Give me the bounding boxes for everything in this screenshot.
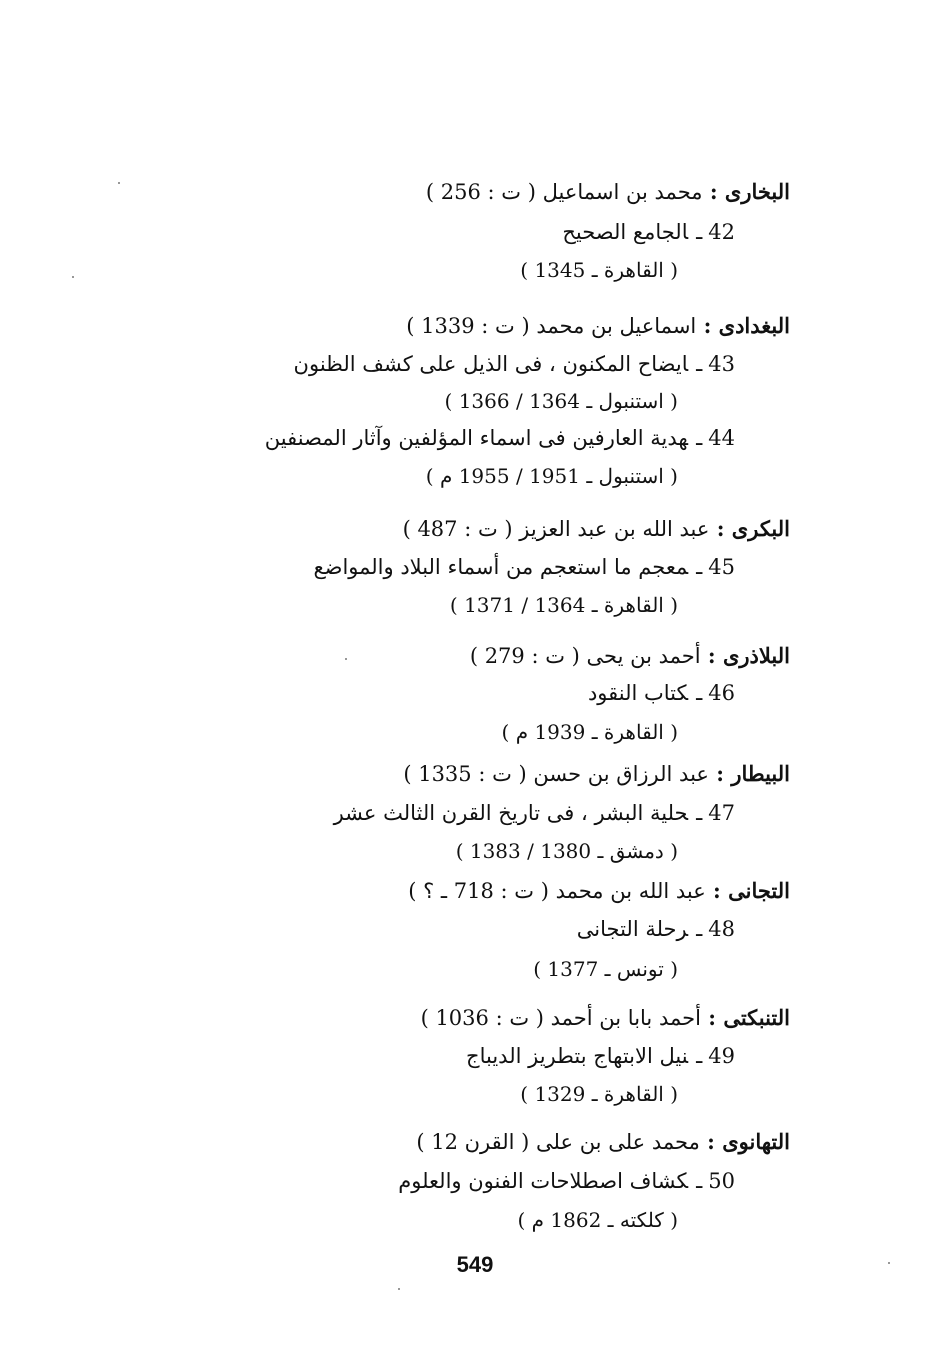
entry-number: 45 bbox=[708, 555, 735, 579]
author-name: التجانى bbox=[728, 878, 790, 903]
author-info: محمد على بن على ( القرن 12 ) bbox=[416, 1130, 700, 1154]
entry-number: 48 bbox=[708, 917, 735, 941]
book-entry: 49ـنيل الابتهاج بتطريز الديباج bbox=[466, 1044, 735, 1068]
publication-info: ( القاهرة ـ 1345 ) bbox=[520, 258, 678, 282]
publication-info: ( القاهرة ـ 1364 / 1371 ) bbox=[449, 593, 678, 617]
entry-number: 42 bbox=[708, 220, 735, 244]
publication-info: ( تونس ـ 1377 ) bbox=[533, 957, 678, 981]
book-title: رحلة التجانى bbox=[576, 917, 689, 941]
author-info: أحمد بن يحى ( ت : 279 ) bbox=[469, 644, 701, 668]
author-line: التجانى : عبد الله بن محمد ( ت : 718 ـ ؟ ) bbox=[408, 878, 790, 903]
book-entry: 43ـايضاح المكنون ، فى الذيل على كشف الظنون bbox=[293, 352, 735, 376]
book-entry: 46ـكتاب النقود bbox=[587, 681, 735, 705]
author-name: البخارى bbox=[724, 179, 790, 204]
book-title: نيل الابتهاج بتطريز الديباج bbox=[466, 1044, 689, 1068]
scan-speck bbox=[888, 1262, 890, 1264]
entry-number: 49 bbox=[708, 1044, 735, 1068]
book-title: كتاب النقود bbox=[587, 681, 689, 705]
book-title: معجم ما استعجم من أسماء البلاد والمواضع bbox=[313, 555, 689, 579]
author-line: البخارى : محمد بن اسماعيل ( ت : 256 ) bbox=[425, 179, 790, 204]
author-name: البكرى bbox=[731, 516, 790, 541]
author-name: البلاذرى bbox=[722, 643, 790, 668]
publication-info: ( القاهرة ـ 1329 ) bbox=[520, 1082, 678, 1106]
author-info: عبد الرزاق بن حسن ( ت : 1335 ) bbox=[403, 762, 709, 786]
scan-speck bbox=[118, 182, 120, 184]
book-title: كشاف اصطلاحات الفنون والعلوم bbox=[398, 1169, 689, 1193]
book-title: حلية البشر ، فى تاريخ القرن الثالث عشر bbox=[333, 801, 689, 825]
book-entry: 50ـكشاف اصطلاحات الفنون والعلوم bbox=[398, 1169, 735, 1193]
book-entry: 48ـرحلة التجانى bbox=[576, 917, 735, 941]
publication-info: ( دمشق ـ 1380 / 1383 ) bbox=[455, 839, 678, 863]
publication-info: ( استنبول ـ 1951 / 1955 م ) bbox=[425, 464, 678, 488]
book-entry: 44ـهدية العارفين فى اسماء المؤلفين وآثار المصنفين bbox=[264, 426, 735, 450]
author-info: عبد الله بن محمد ( ت : 718 ـ ؟ ) bbox=[408, 879, 706, 903]
publication-info: ( استنبول ـ 1364 / 1366 ) bbox=[444, 389, 678, 413]
author-name: التهانوى bbox=[722, 1129, 790, 1154]
book-title: ايضاح المكنون ، فى الذيل على كشف الظنون bbox=[293, 352, 689, 376]
author-name: البيطار bbox=[731, 761, 790, 786]
entry-number: 47 bbox=[708, 801, 735, 825]
entry-number: 43 bbox=[708, 352, 735, 376]
author-line: البغدادى : اسماعيل بن محمد ( ت : 1339 ) bbox=[406, 313, 790, 338]
entry-number: 46 bbox=[708, 681, 735, 705]
book-entry: 42ـالجامع الصحيح bbox=[562, 220, 735, 244]
author-line: البكرى : عبد الله بن عبد العزيز ( ت : 487 ) bbox=[402, 516, 790, 541]
book-title: هدية العارفين فى اسماء المؤلفين وآثار المصنفين bbox=[264, 426, 689, 450]
author-info: عبد الله بن عبد العزيز ( ت : 487 ) bbox=[402, 517, 710, 541]
author-name: التنبكتى bbox=[723, 1005, 790, 1030]
author-info: اسماعيل بن محمد ( ت : 1339 ) bbox=[406, 314, 697, 338]
publication-info: ( القاهرة ـ 1939 م ) bbox=[501, 720, 678, 744]
page-number: 549 bbox=[456, 1252, 494, 1277]
book-entry: 45ـمعجم ما استعجم من أسماء البلاد والمواضع bbox=[313, 555, 735, 579]
entry-number: 44 bbox=[708, 426, 735, 450]
author-line: التنبكتى : أحمد بابا بن أحمد ( ت : 1036 ) bbox=[420, 1005, 790, 1030]
author-name: البغدادى bbox=[718, 313, 790, 338]
scan-speck bbox=[345, 658, 347, 660]
author-info: أحمد بابا بن أحمد ( ت : 1036 ) bbox=[420, 1006, 701, 1030]
author-line: التهانوى : محمد على بن على ( القرن 12 ) bbox=[416, 1129, 790, 1154]
scan-speck bbox=[398, 1288, 400, 1290]
author-line: البلاذرى : أحمد بن يحى ( ت : 279 ) bbox=[469, 643, 790, 668]
author-info: محمد بن اسماعيل ( ت : 256 ) bbox=[425, 180, 703, 204]
scan-speck bbox=[72, 276, 74, 278]
book-title: الجامع الصحيح bbox=[562, 220, 689, 244]
author-line: البيطار : عبد الرزاق بن حسن ( ت : 1335 ) bbox=[403, 761, 790, 786]
entry-number: 50 bbox=[708, 1169, 735, 1193]
book-entry: 47ـحلية البشر ، فى تاريخ القرن الثالث عشر bbox=[333, 801, 735, 825]
publication-info: ( كلكته ـ 1862 م ) bbox=[517, 1208, 678, 1232]
